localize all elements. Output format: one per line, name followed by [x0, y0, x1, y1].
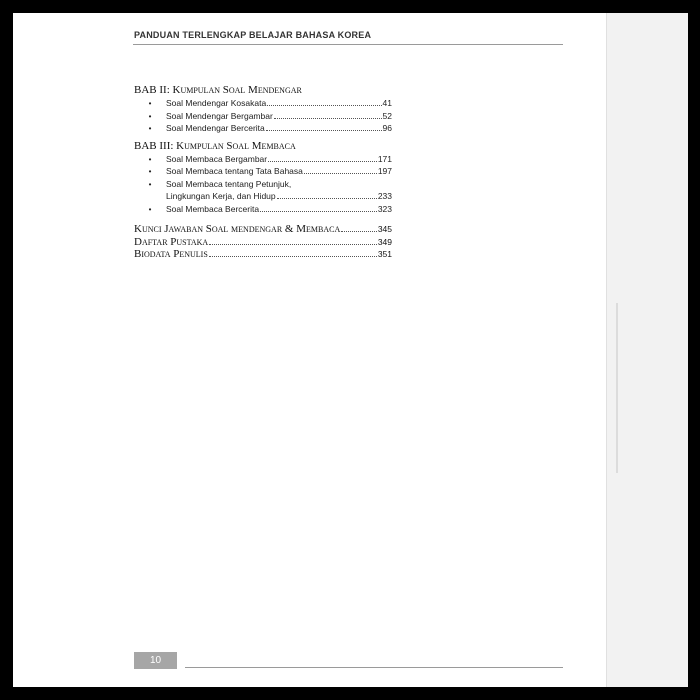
toc-entry-text: Biodata Penulis — [134, 248, 208, 260]
toc-entry — [134, 153, 392, 166]
toc-entry-page: 345 — [377, 224, 392, 234]
toc-entry-page: 323 — [377, 203, 392, 214]
toc-back-matter-entry — [134, 248, 392, 261]
chapter-heading-bab2: BAB II: Kumpulan Soal Mendengar — [134, 84, 302, 96]
toc-entry-page: 197 — [377, 166, 392, 176]
bullet: • — [148, 154, 152, 164]
footer-rule — [185, 667, 563, 668]
toc-entry-text: Daftar Pustaka — [134, 235, 209, 248]
running-head: PANDUAN TERLENGKAP BELAJAR BAHASA KOREA — [134, 30, 372, 40]
toc-entry-page: 233 — [377, 191, 392, 201]
dot-leader — [260, 204, 377, 212]
toc-entry — [134, 178, 392, 191]
toc-entry-continuation — [134, 190, 392, 203]
toc-entry — [134, 203, 392, 216]
bullet: • — [148, 111, 152, 121]
toc-entry-text: Kunci Jawaban Soal mendengar & Membaca — [134, 223, 341, 235]
dot-leader — [209, 249, 377, 257]
toc-entry-page: 52 — [382, 110, 392, 121]
dot-leader — [341, 224, 377, 232]
dot-leader — [274, 111, 382, 119]
bullet: • — [148, 99, 152, 108]
dot-leader — [304, 166, 377, 174]
page-spine — [606, 13, 688, 687]
header-rule — [133, 44, 563, 45]
bullet: • — [148, 167, 152, 176]
toc-entry-text: Soal Membaca tentang Tata Bahasa — [166, 166, 303, 176]
toc-entry-page: 96 — [382, 123, 392, 133]
dot-leader — [277, 191, 377, 199]
toc-entry — [134, 122, 392, 135]
toc-entry-page: 41 — [382, 98, 392, 108]
dot-leader — [268, 154, 377, 162]
book-page — [13, 13, 687, 687]
toc-entry-text: Soal Mendengar Kosakata — [166, 98, 267, 108]
bullet: • — [148, 124, 152, 133]
table-of-contents — [134, 84, 392, 261]
toc-entry — [134, 165, 392, 178]
bullet: • — [148, 204, 152, 214]
chapter-heading-bab3: BAB III: Kumpulan Soal Membaca — [134, 139, 296, 152]
toc-back-matter-entry — [134, 236, 392, 249]
toc-entry-text: Soal Membaca Bergambar — [166, 153, 268, 164]
toc-entry-text: Soal Membaca tentang Petunjuk, — [166, 178, 292, 189]
dot-leader — [267, 98, 381, 106]
spine-shadow — [616, 303, 618, 473]
dot-leader — [209, 237, 377, 245]
toc-entry-text: Soal Mendengar Bergambar — [166, 110, 273, 121]
toc-back-matter-entry — [134, 223, 392, 236]
toc-entry-page: 351 — [377, 249, 392, 259]
page-number: 10 — [134, 652, 177, 669]
toc-entry-page: 349 — [377, 236, 392, 247]
toc-entry — [134, 110, 392, 123]
toc-entry — [134, 97, 392, 110]
bullet: • — [148, 179, 152, 189]
toc-entry-text: Soal Mendengar Bercerita — [166, 123, 265, 133]
toc-entry-page: 171 — [377, 153, 392, 164]
dot-leader — [266, 123, 382, 131]
toc-entry-text: Soal Membaca Bercerita — [166, 203, 260, 214]
toc-entry-text: Lingkungan Kerja, dan Hidup — [166, 191, 276, 201]
